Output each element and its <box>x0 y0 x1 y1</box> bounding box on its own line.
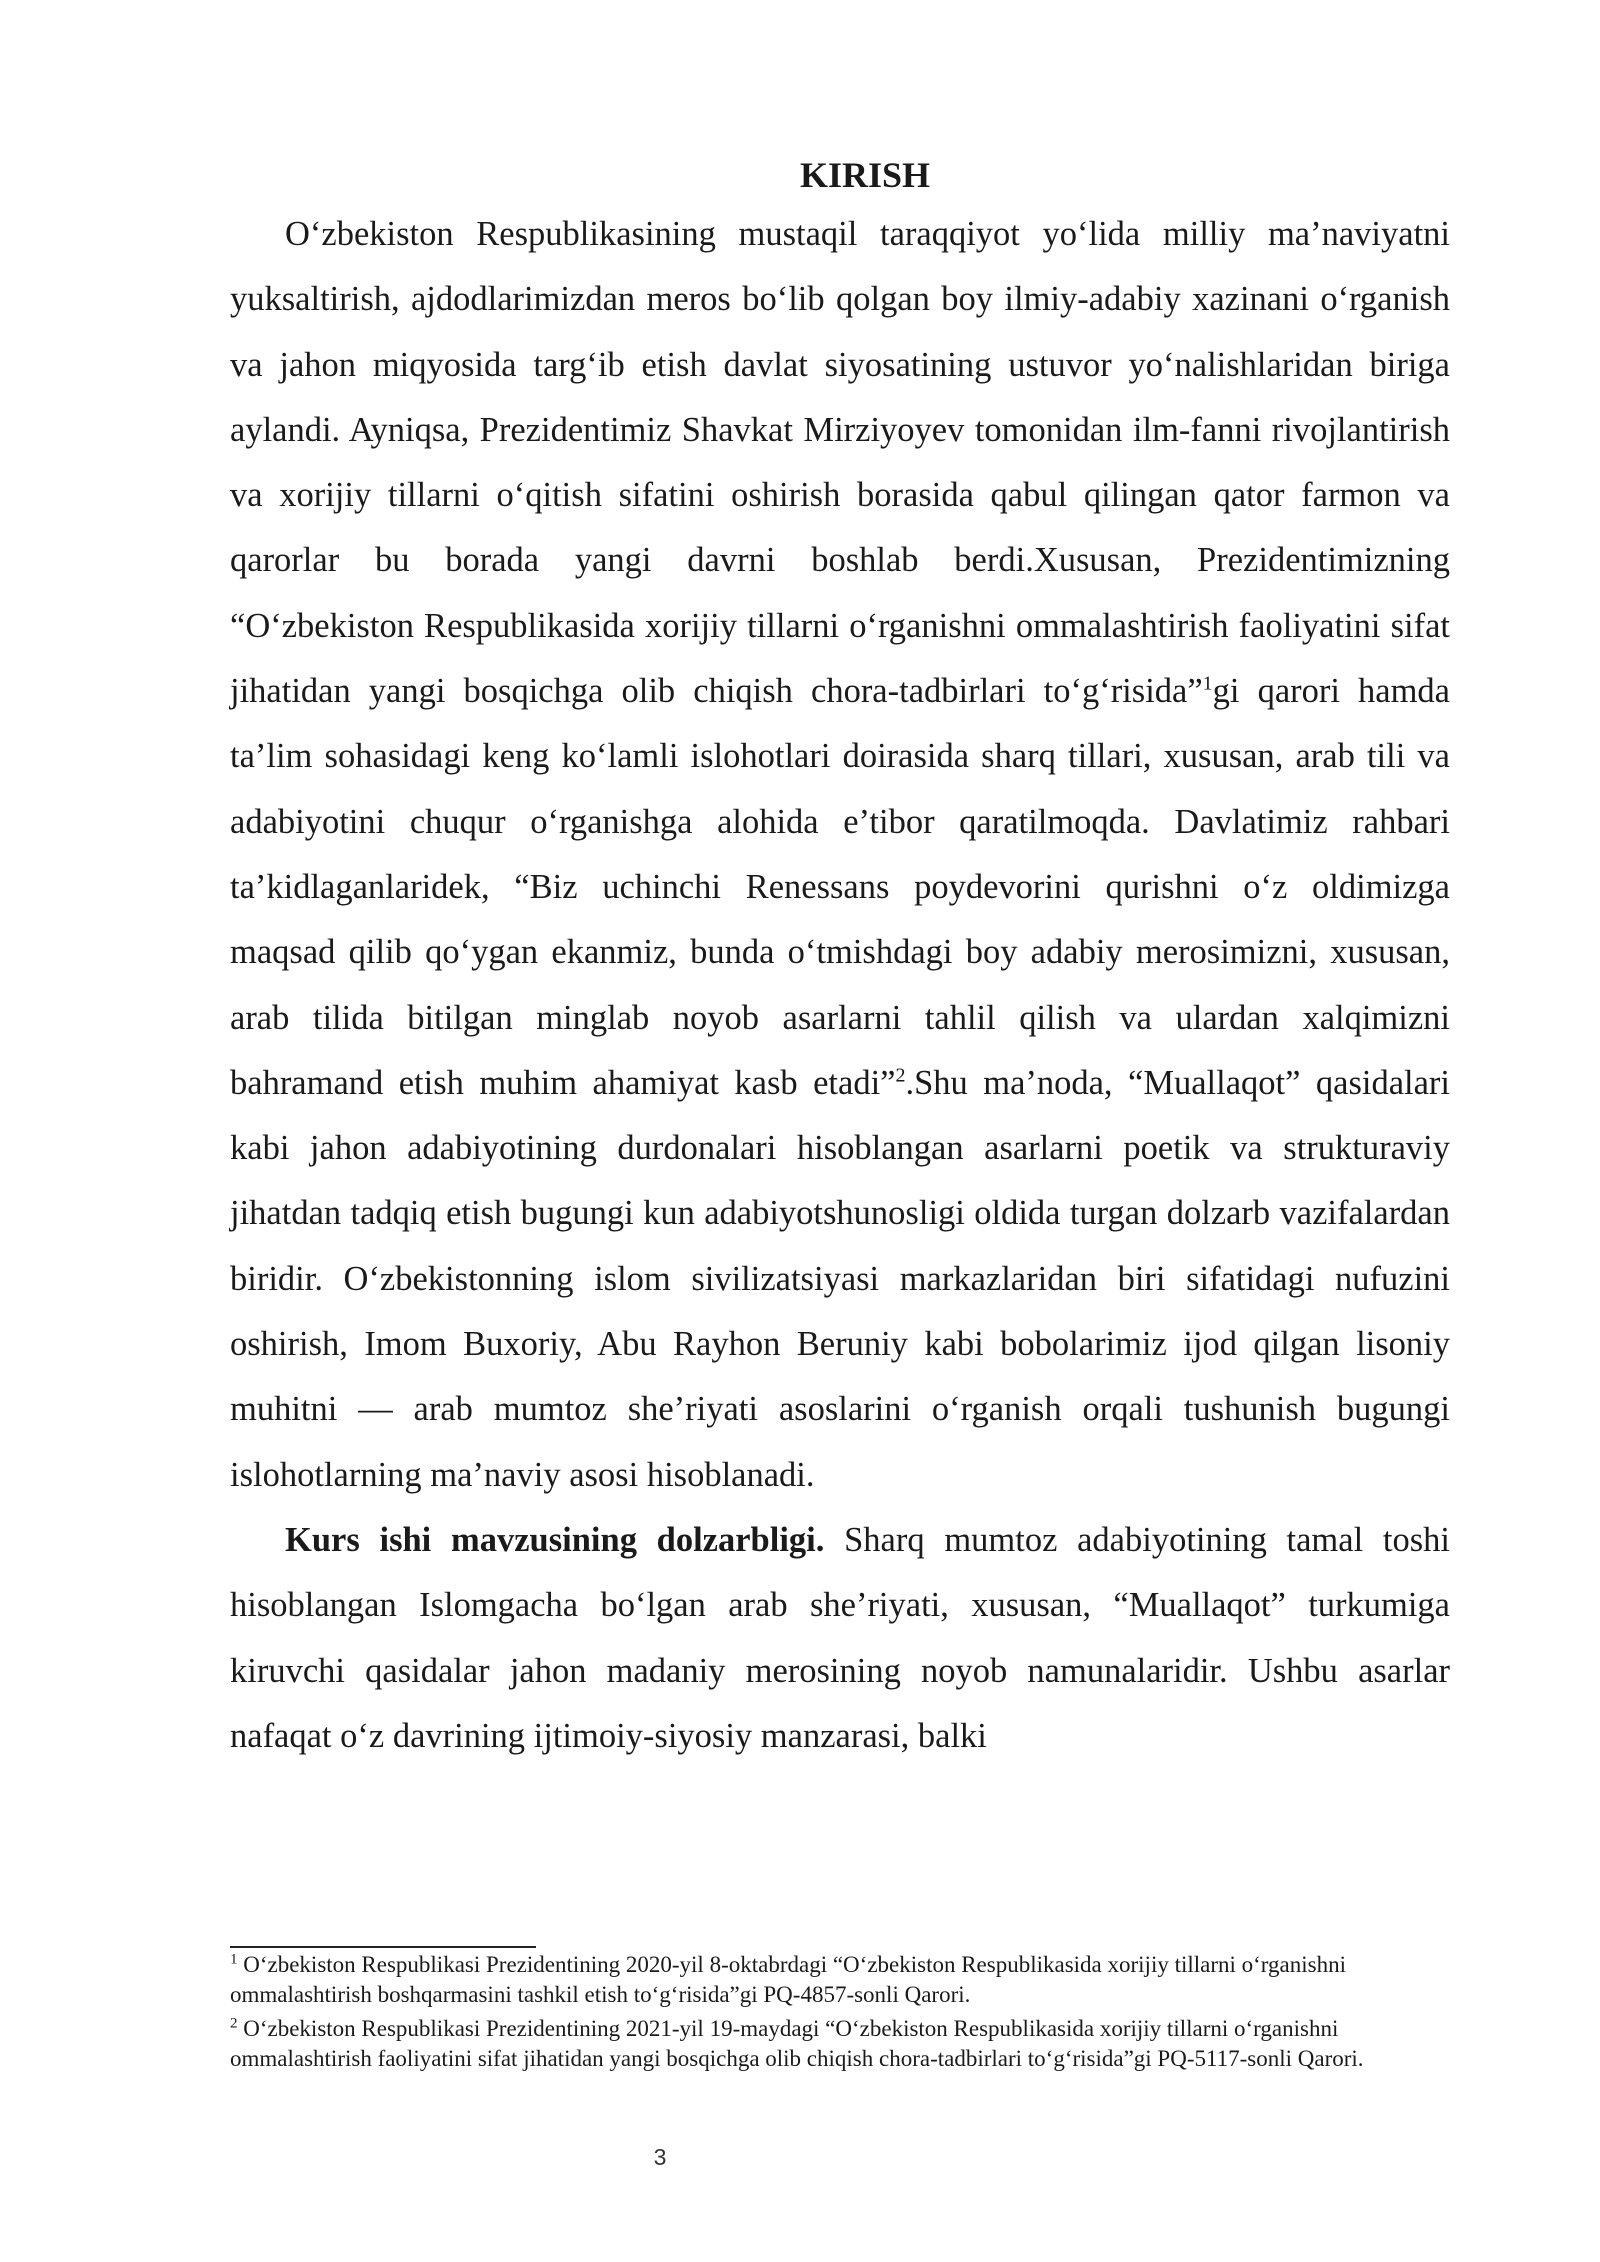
relevance-heading: Kurs ishi mavzusining dolzarbligi. <box>285 1520 825 1559</box>
relevance-text: Sharq mumtoz adabiyotining tamal toshi hisoblangan Islomgacha bo‘lgan arab she’riyati, xususan, “Muallaqot” turkumiga kiruvchi qasidalar jahon madaniy merosining noyob namunalaridir. Ushbu asarlar nafaqat o‘z davrining ijtimoiy-siyosiy manzarasi, balki <box>230 1520 1450 1755</box>
relevance-paragraph <box>230 1508 1450 1769</box>
footnote-mark-1: 1 <box>230 1951 238 1968</box>
intro-text-part-2: gi qarori hamda ta’lim sohasidagi keng ko‘lamli islohotlari doirasida sharq tillari, xususan, arab tili va adabiyotini chuqur o‘rganishga alohida e’tibor qaratilmoqda. Davlatimiz rahbari ta’kidlaganlaridek, “Biz uchinchi Renessans poydevorini qurishni o‘z oldimizga maqsad qilib qo‘ygan ekanmiz, bunda o‘tmishdagi boy adabiy merosimizni, xususan, arab tilida bitilgan minglab noyob asarlarni tahlil qilish va ulardan xalqimizni bahramand etish muhim ahamiyat kasb etadi” <box>230 672 1450 1102</box>
intro-text-part-1: O‘zbekiston Respublikasining mustaqil taraqqiyot yo‘lida milliy ma’naviyatni yuksaltirish, ajdodlarimizdan meros bo‘lib qolgan boy ilmiy-adabiy xazinani o‘rganish va jahon miqyosida targ‘ib etish davlat siyosatining ustuvor yo‘nalishlaridan biriga aylandi. Ayniqsa, Prezidentimiz Shavkat Mirziyoyev tomonidan ilm-fanni rivojlantirish va xorijiy tillarni o‘qitish sifatini oshirish borasida qabul qilingan qator farmon va qarorlar bu borada yangi davrni boshlab berdi.Xususan, Prezidentimizning “O‘zbekiston Respublikasida xorijiy tillarni o‘rganishni ommalashtirish faoliyatini sifat jihatidan yangi bosqichga olib chiqish chora-tadbirlari to‘g‘risida” <box>230 215 1450 711</box>
page-body <box>230 148 1450 1769</box>
intro-text-part-3: .Shu ma’noda, “Muallaqot” qasidalari kabi jahon adabiyotining durdonalari hisoblangan asarlarni poetik va strukturaviy jihatdan tadqiq etish bugungi kun adabiyotshunosligi oldida turgan dolzarb vazifalardan biridir. O‘zbekistonning islom sivilizatsiyasi markazlaridan biri sifatidagi nufuzini oshirish, Imom Buxoriy, Abu Rayhon Beruniy kabi bobolarimiz ijod qilgan lisoniy muhitni — arab mumtoz she’riyati asoslarini o‘rganish orqali tushunish bugungi islohotlarning ma’naviy asosi hisoblanadi. <box>230 1063 1450 1494</box>
footnotes-section <box>230 1950 1450 2078</box>
footnote-mark-2: 2 <box>230 2015 238 2032</box>
footnote-separator <box>230 1946 536 1948</box>
footnote-text-1: O‘zbekiston Respublikasi Prezidentining 2020-yil 8-oktabrdagi “O‘zbekiston Respublikasida xorijiy tillarni o‘rganishni ommalashtirish boshqarmasini tashkil etish to‘g‘risida”gi PQ-4857-sonli Qarori. <box>230 1952 1346 2007</box>
page-number: 3 <box>653 2144 667 2170</box>
footnote-ref-1[interactable]: 1 <box>1202 672 1213 695</box>
footnote-2 <box>230 2014 1450 2074</box>
footnote-1 <box>230 1950 1450 2010</box>
intro-paragraph <box>230 202 1450 1508</box>
page-title: KIRISH <box>799 155 931 195</box>
footnote-text-2: O‘zbekiston Respublikasi Prezidentining 2021-yil 19-maydagi “O‘zbekiston Respublikasida xorijiy tillarni o‘rganishni ommalashtirish faoliyatini sifat jihatidan yangi bosqichga olib chiqish chora-tadbirlari to‘g‘risida”gi PQ-5117-sonli Qarori. <box>230 2016 1364 2071</box>
footnote-ref-2[interactable]: 2 <box>895 1064 906 1087</box>
